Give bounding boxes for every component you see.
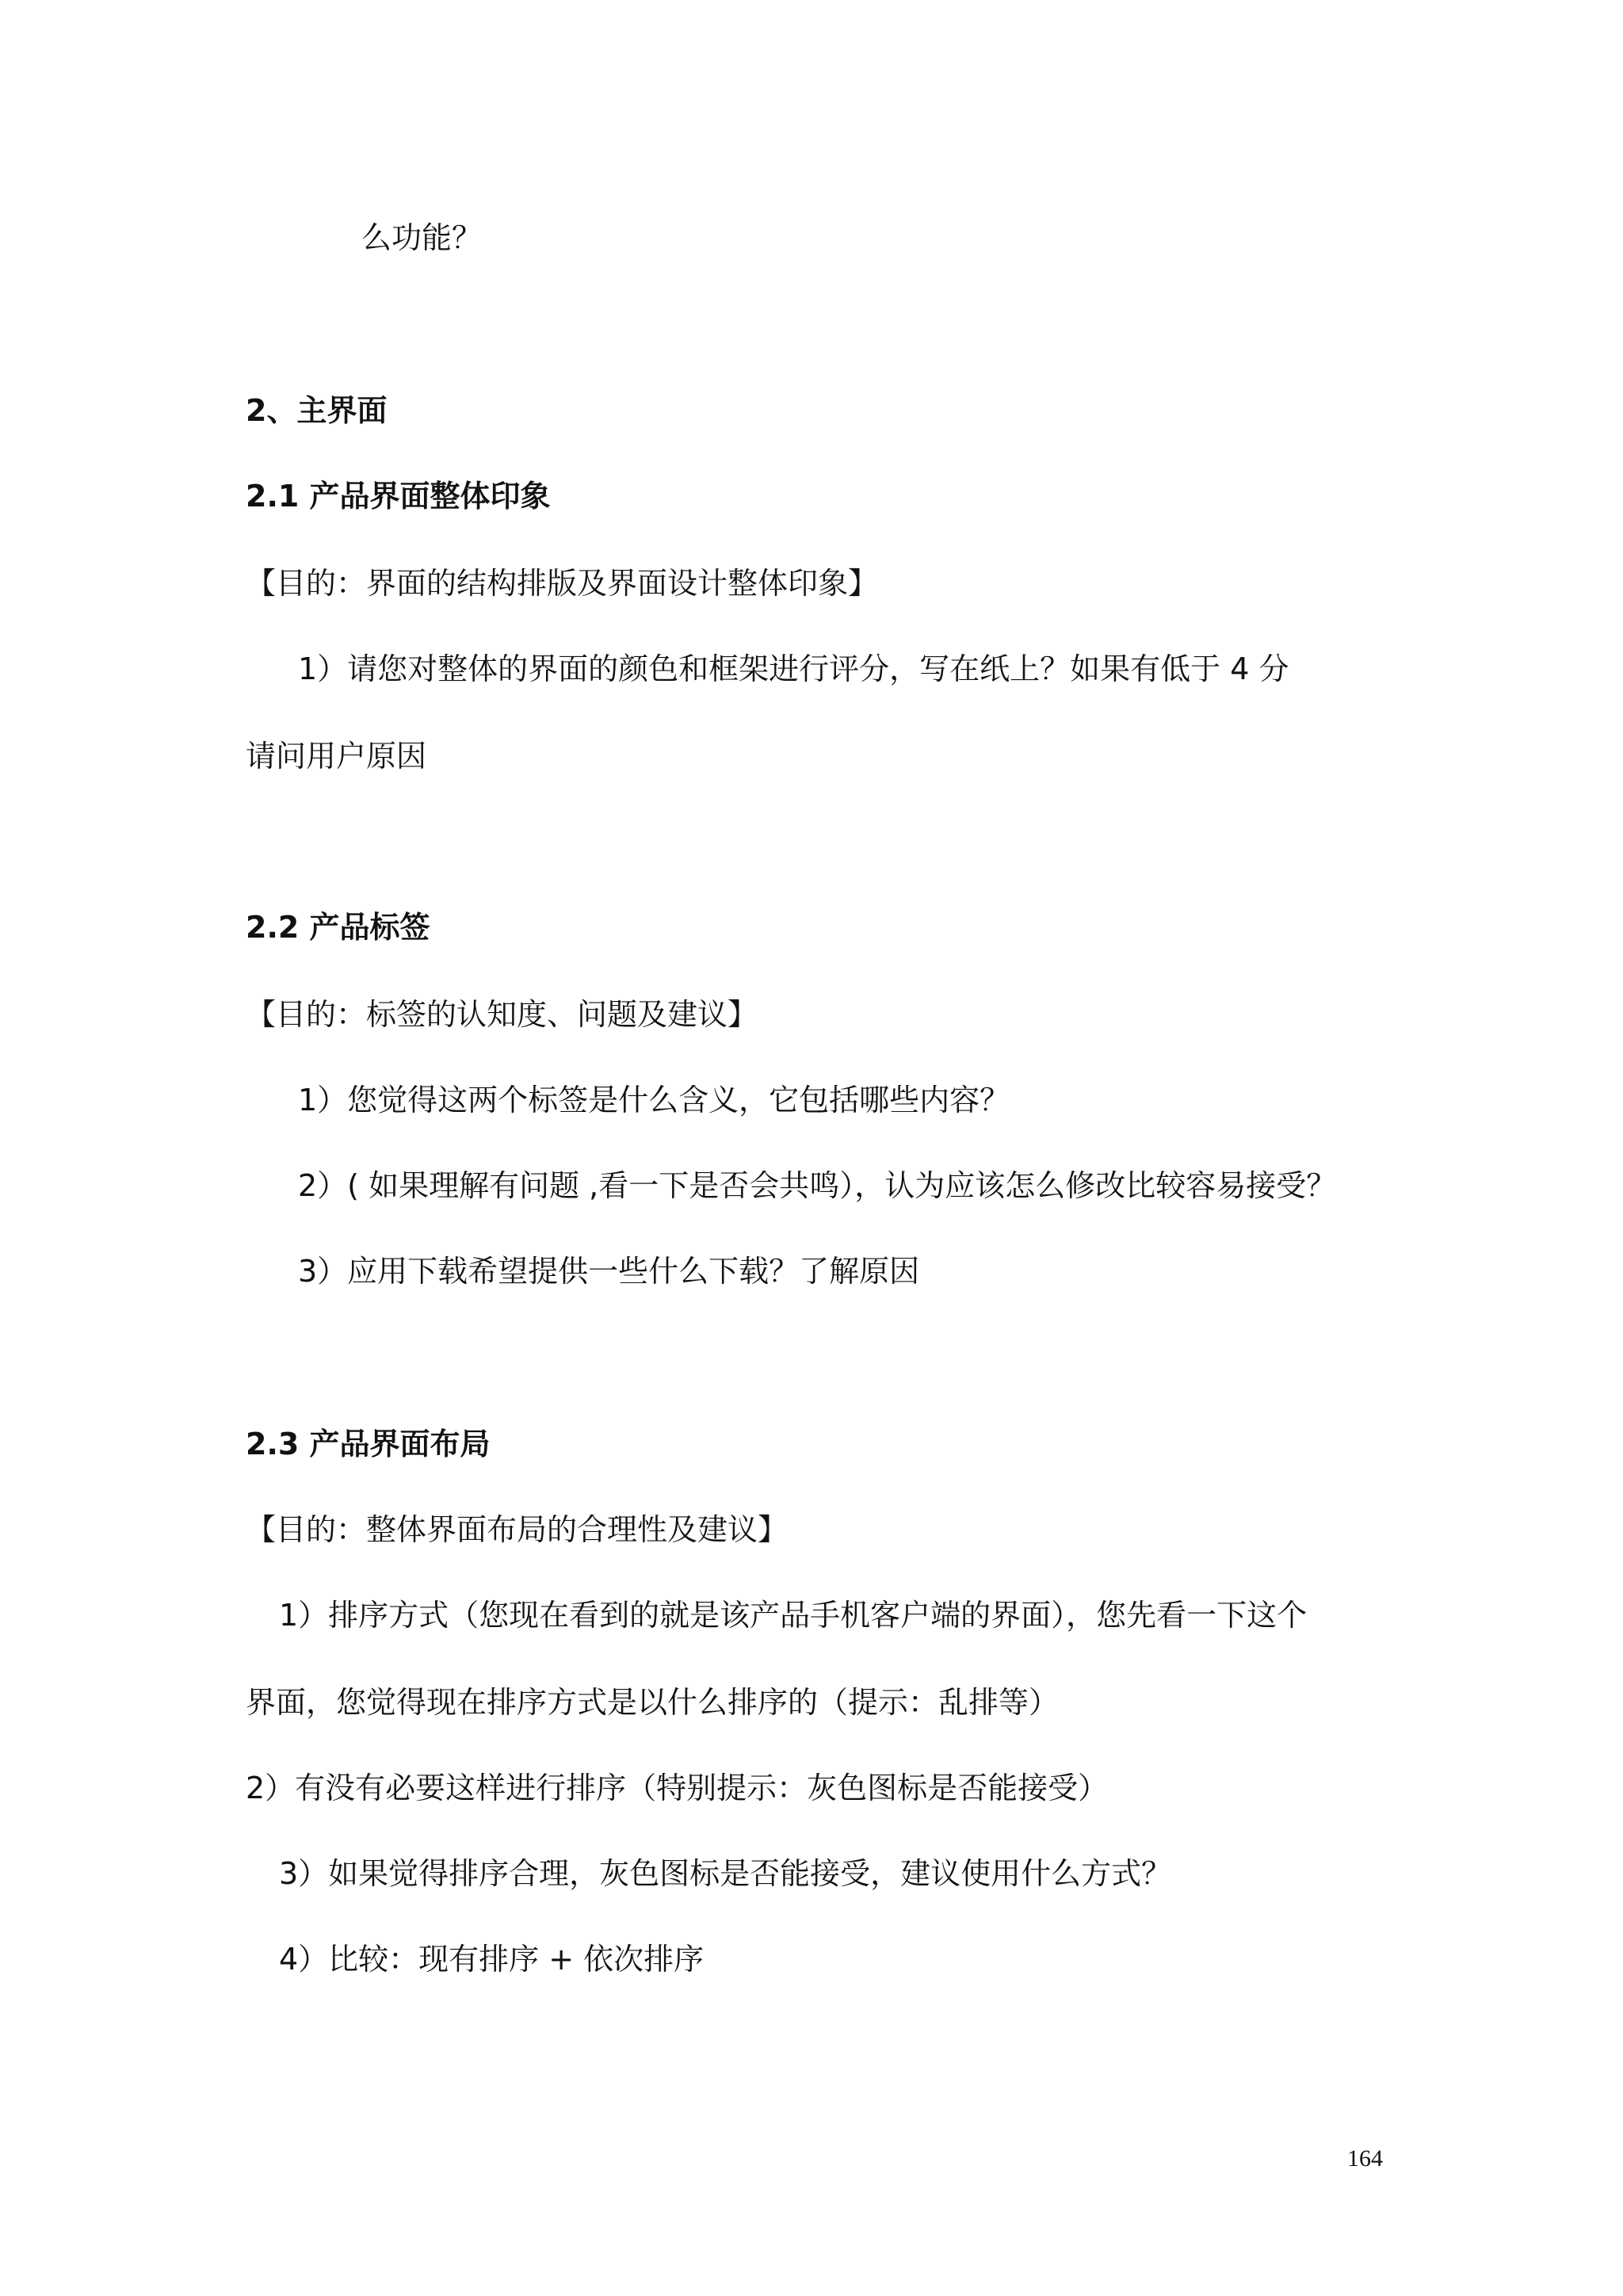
question-2-2-2: 2）( 如果理解有问题 ,看一下是否会共鸣），认为应该怎么修改比较容易接受？ xyxy=(298,1168,1337,1203)
question-2-1-1: 1）请您对整体的界面的颜色和框架进行评分，写在纸上？如果有低于 4 分 xyxy=(298,651,1289,686)
question-2-3-3: 3）如果觉得排序合理，灰色图标是否能接受，建议使用什么方式？ xyxy=(279,1856,1172,1891)
subsection-heading-2-3: 2.3 产品界面布局 xyxy=(246,1427,491,1461)
purpose-2-1: 【目的：界面的结构排版及界面设计整体印象】 xyxy=(246,566,879,601)
question-2-3-4: 4）比较：现有排序 + 依次排序 xyxy=(279,1942,705,1977)
question-2-2-3: 3）应用下载希望提供一些什么下载？了解原因 xyxy=(298,1254,920,1289)
purpose-2-3: 【目的：整体界面布局的合理性及建议】 xyxy=(246,1512,789,1547)
subsection-heading-2-1: 2.1 产品界面整体印象 xyxy=(246,479,551,514)
question-2-3-1-cont: 界面，您觉得现在排序方式是以什么排序的（提示：乱排等） xyxy=(246,1685,1060,1720)
question-2-3-1: 1）排序方式（您现在看到的就是该产品手机客户端的界面），您先看一下这个 xyxy=(279,1598,1308,1633)
section-heading-2: 2、主界面 xyxy=(246,393,388,428)
continued-text: 么功能？ xyxy=(361,220,483,255)
purpose-2-2: 【目的：标签的认知度、问题及建议】 xyxy=(246,997,758,1032)
question-2-2-1: 1）您觉得这两个标签是什么含义，它包括哪些内容？ xyxy=(298,1083,1010,1117)
page-number: 164 xyxy=(1347,2145,1383,2172)
question-2-3-2: 2）有没有必要这样进行排序（特别提示：灰色图标是否能接受） xyxy=(246,1771,1109,1805)
question-2-1-1-cont: 请问用户原因 xyxy=(246,739,427,774)
subsection-heading-2-2: 2.2 产品标签 xyxy=(246,910,430,945)
